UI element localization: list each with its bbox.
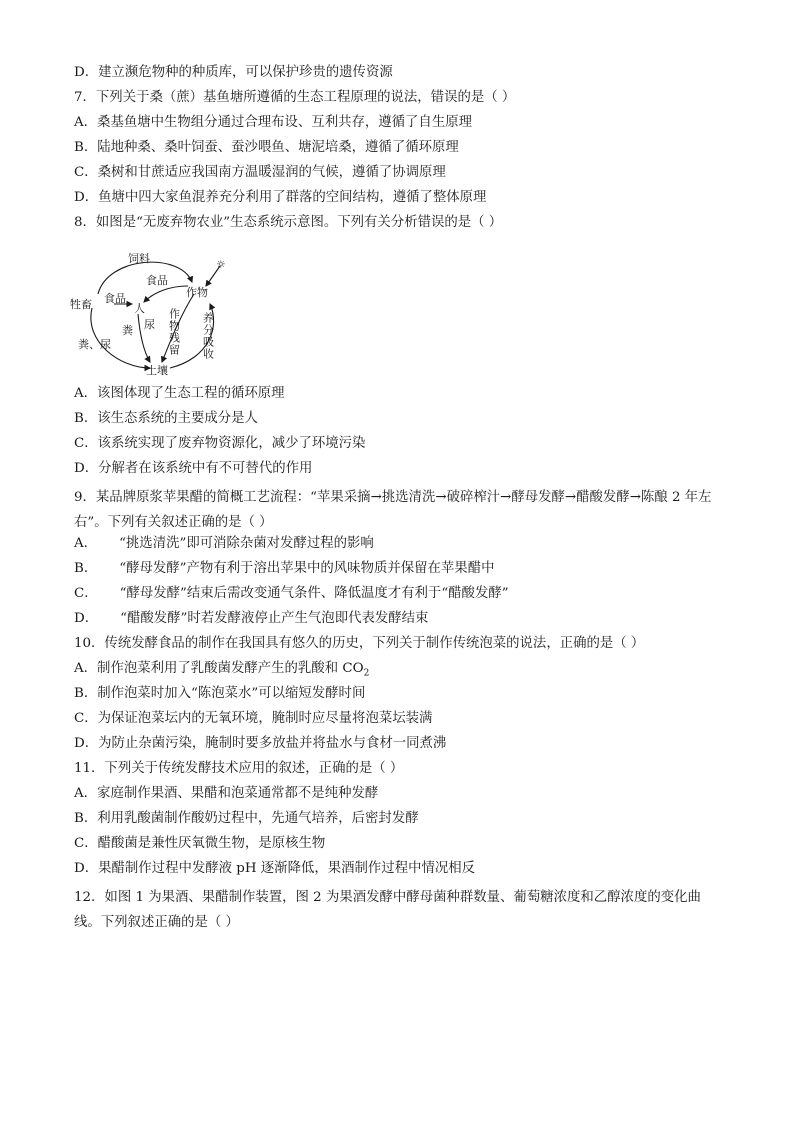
q8-stem: 8．如图是“无废弃物农业”生态系统示意图。下列有关分析错误的是（ ） <box>74 215 503 230</box>
q9-option-d-letter: D． <box>74 611 99 626</box>
arrow-food-to-human <box>144 286 188 302</box>
q9-option-a-text: “挑选清洗”即可消除杂菌对发酵过程的影响 <box>119 536 374 551</box>
q8-option-b: B．该生态系统的主要成分是人 <box>74 411 258 426</box>
q7-stem: 7．下列关于桑（蔗）基鱼塘所遵循的生态工程原理的说法，错误的是（ ） <box>74 90 516 105</box>
label-urine: 尿 <box>144 318 155 331</box>
q7-option-b: B．陆地种桑、桑叶饲蚕、蚕沙喂鱼、塘泥培桑，遵循了循环原理 <box>74 140 459 155</box>
sun-icon: ☼ <box>216 258 226 271</box>
q9-option-a <box>74 535 374 553</box>
q10-stem: 10．传统发酵食品的制作在我国具有悠久的历史，下列关于制作传统泡菜的说法，正确的是（ ） <box>74 636 645 651</box>
q8-option-c: C．该系统实现了废弃物资源化，减少了环境污染 <box>74 436 366 451</box>
q9-stem: 9．某品牌原浆苹果醋的简概工艺流程：“苹果采摘→挑选清洗→破碎榨汁→酵母发酵→醋酸发酵→陈酿 2 年左右”。下列有关叙述正确的是（ ） <box>74 490 712 530</box>
label-nutrient-absorption: 养分吸收 <box>201 312 215 360</box>
q9-option-d <box>74 610 428 628</box>
q9-option-b <box>74 560 494 578</box>
label-food-left: 食品 <box>104 292 126 305</box>
q11-option-b: B．利用乳酸菌制作酸奶过程中，先通气培养，后密封发酵 <box>74 811 419 826</box>
q9-option-b-letter: B． <box>74 561 98 576</box>
arrow-feed <box>98 262 192 294</box>
q10-option-a <box>74 660 369 678</box>
q10-option-a-subscript: 2 <box>363 668 370 679</box>
label-dung-urine: 粪、尿 <box>78 338 111 351</box>
q7-option-d: D．鱼塘中四大家鱼混养充分利用了群落的空间结构，遵循了整体原理 <box>74 190 487 205</box>
q10-option-c: C．为保证泡菜坛内的无氧环境，腌制时应尽量将泡菜坛装满 <box>74 711 433 726</box>
label-crop-residue: 作物残留 <box>167 308 181 356</box>
q8-option-d: D．分解者在该系统中有不可替代的作用 <box>74 461 313 476</box>
q6-option-d: D．建立濒危物种的种质库，可以保护珍贵的遗传资源 <box>74 65 393 80</box>
q7-option-a: A．桑基鱼塘中生物组分通过合理布设、互利共存，遵循了自生原理 <box>74 115 472 130</box>
q9-option-b-text: “酵母发酵”产物有利于溶出苹果中的风味物质并保留在苹果醋中 <box>119 561 495 576</box>
q9-option-a-letter: A． <box>74 536 98 551</box>
q10-option-a-text: A．制作泡菜利用了乳酸菌发酵产生的乳酸和 CO <box>74 661 364 676</box>
q11-option-a: A．家庭制作果酒、果醋和泡菜通常都不是纯种发酵 <box>74 786 379 801</box>
q11-option-c: C．醋酸菌是兼性厌氧微生物，是原核生物 <box>74 836 326 851</box>
q10-option-d: D．为防止杂菌污染，腌制时要多放盐并将盐水与食材一同煮沸 <box>74 736 447 751</box>
label-feces: 粪 <box>122 324 133 337</box>
q11-stem: 11．下列关于传统发酵技术应用的叙述，正确的是（ ） <box>74 761 404 776</box>
q7-option-c: C．桑树和甘蔗适应我国南方温暖湿润的气候，遵循了协调原理 <box>74 165 446 180</box>
no-waste-agriculture-diagram <box>70 246 250 376</box>
label-food-top: 食品 <box>146 274 168 287</box>
label-feed: 饲料 <box>128 252 150 265</box>
q9-option-d-text: “醋酸发酵”时若发酵液停止产生气泡即代表发酵结束 <box>120 611 429 626</box>
q10-option-b: B．制作泡菜时加入“陈泡菜水”可以缩短发酵时间 <box>74 686 366 701</box>
q12-stem: 12．如图 1 为果酒、果醋制作装置，图 2 为果酒发酵中酵母菌种群数量、葡萄糖浓度和乙醇浓度的变化曲线。下列叙述正确的是（ ） <box>74 890 701 930</box>
label-livestock: 牲畜 <box>70 298 92 311</box>
q8-option-a: A．该图体现了生态工程的循环原理 <box>74 386 285 401</box>
q11-option-d: D．果醋制作过程中发酵液 pH 逐渐降低，果酒制作过程中情况相反 <box>74 861 476 876</box>
q9-option-c-letter: C． <box>74 586 98 601</box>
label-human: 人 <box>134 302 145 315</box>
q9-option-c-text: “酵母发酵”结束后需改变通气条件、降低温度才有利于“醋酸发酵” <box>119 586 509 601</box>
label-crop: 作物 <box>186 286 208 299</box>
q9-option-c <box>74 585 509 603</box>
label-soil: 土壤 <box>146 364 168 376</box>
